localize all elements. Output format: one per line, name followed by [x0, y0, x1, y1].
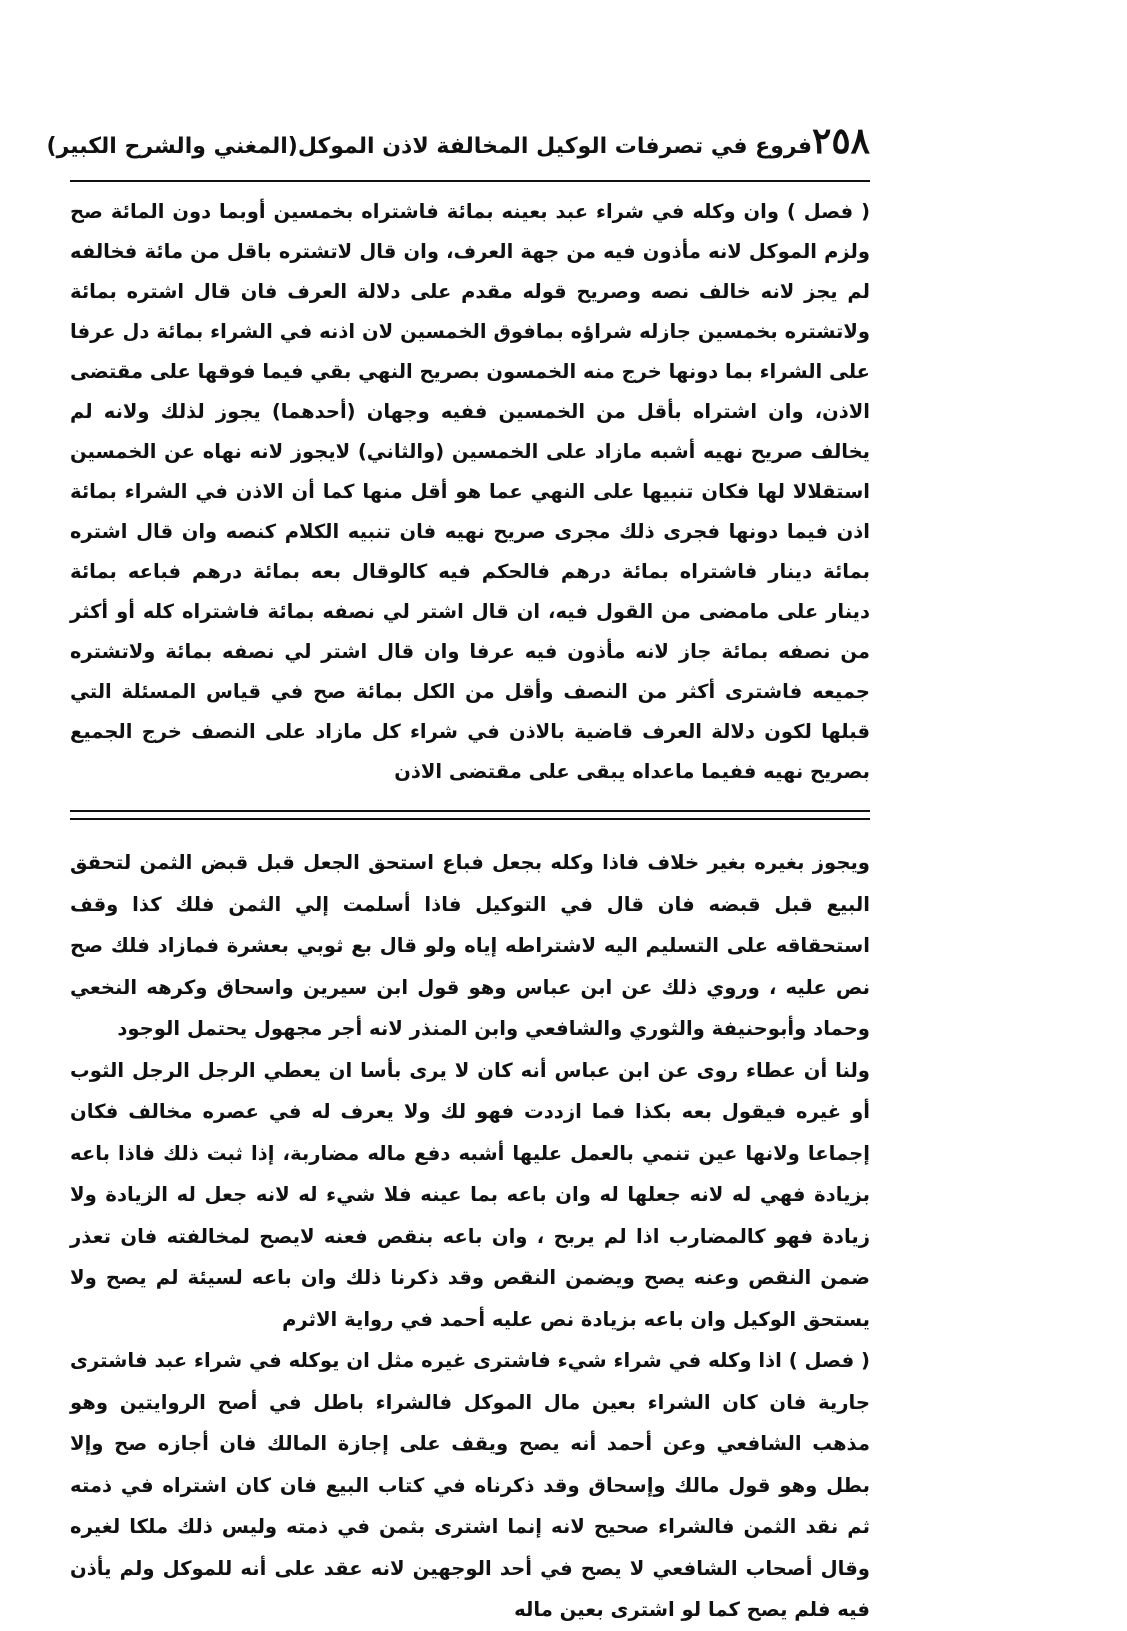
page-header [46, 120, 870, 182]
main-text-section [70, 842, 870, 1631]
book-page [46, 120, 870, 1631]
page-number: ٢٥٨ [811, 120, 870, 162]
commentary-section [70, 192, 870, 792]
main-paragraph: ولنا أن عطاء روى عن ابن عباس أنه كان لا يرى بأسا ان يعطي الرجل الرجل الثوب أو غيره فيقول بعه بكذا فما ازددت فهو لك ولا يعرف له في عصره مخالف فكان إجماعا ولانها عين تنمي بالعمل عليها أشبه دفع ماله مضاربة، إذا ثبت ذلك فاذا باعه بزيادة فهي له لانه جعلها له وان باعه بما عينه فلا شيء له لانه جعل له الزيادة ولا زيادة فهو كالمضارب اذا لم يربح ، وان باعه بنقص فعنه لايصح لمخالفته فان تعذر ضمن النقص وعنه يصح ويضمن النقص وقد ذكرنا ذلك وان باعه لسيئة لم يصح ولا يستحق الوكيل وان باعه بزيادة نص عليه أحمد في رواية الاثرم [70, 1058, 870, 1331]
running-title: فروع في تصرفات الوكيل المخالفة لاذن الموكل [297, 134, 812, 159]
section-divider [70, 810, 870, 820]
commentary-paragraph: ( فصل ) وان وكله في شراء عبد بعينه بمائة فاشتراه بخمسين أوبما دون المائة صح ولزم الموكل لانه مأذون فيه من جهة العرف، وان قال لاتشتره باقل من مائة فخالفه لم يجز لانه خالف نصه وصريح قوله مقدم على دلالة العرف فان قال اشتره بمائة ولاتشتره بخمسين جازله شراؤه بمافوق الخمسين لان اذنه في الشراء بمائة دل عرفا على الشراء بما دونها خرج منه الخمسون بصريح النهي بقي فيما فوقها على مقتضى الاذن، وان اشتراه بأقل من الخمسين ففيه وجهان (أحدهما) يجوز لذلك ولانه لم يخالف صريح نهيه أشبه مازاد على الخمسين (والثاني) لايجوز لانه نهاه عن الخمسين استقلالا لها فكان تنبيها على النهي عما هو أقل منها كما أن الاذن في الشراء بمائة اذن فيما دونها فجرى ذلك مجرى صريح نهيه فان تنبيه الكلام كنصه وان قال اشتره بمائة دينار فاشتراه بمائة درهم فالحكم فيه كالوقال بعه بمائة درهم فباعه بمائة دينار على مامضى من القول فيه، ان قال اشتر لي نصفه بمائة فاشتراه كله أو أكثر من نصفه بمائة جاز لانه مأذون فيه عرفا وان قال اشتر لي نصفه بمائة ولاتشتره جميعه فاشترى أكثر من النصف وأقل من الكل بمائة صح في قياس المسئلة التي قبلها لكون دلالة العرف قاضية بالاذن في شراء كل مازاد على النصف خرج الجميع بصريح نهيه ففيما ماعداه يبقى على مقتضى الاذن [70, 200, 870, 783]
main-paragraph: ويجوز بغيره بغير خلاف فاذا وكله بجعل فباع استحق الجعل قبل قبض الثمن لتحقق البيع قبل قبضه فان قال في التوكيل فاذا أسلمت إلي الثمن فلك كذا وقف استحقاقه على التسليم اليه لاشتراطه إياه ولو قال بع ثوبي بعشرة فمازاد فلك صح نص عليه ، وروي ذلك عن ابن عباس وهو قول ابن سيرين واسحاق وكرهه النخعي وحماد وأبوحنيفة والثوري والشافعي وابن المنذر لانه أجر مجهول يحتمل الوجود [70, 851, 870, 1040]
main-paragraph: ( فصل ) اذا وكله في شراء شيء فاشترى غيره مثل ان يوكله في شراء عبد فاشترى جارية فان كان الشراء بعين مال الموكل فالشراء باطل في أصح الروايتين وهو مذهب الشافعي وعن أحمد أنه يصح ويقف على إجازة المالك فان أجازه صح وإلا بطل وهو قول مالك وإسحاق وقد ذكرناه في كتاب البيع فان كان اشتراه في ذمته ثم نقد الثمن فالشراء صحيح لانه إنما اشترى بثمن في ذمته وليس ذلك ملكا لغيره وقال أصحاب الشافعي لا يصح في أحد الوجهين لانه عقد على أنه للموكل ولم يأذن فيه فلم يصح كما لو اشترى بعين ماله [70, 1349, 870, 1621]
book-title: (المغني والشرح الكبير) [46, 134, 298, 159]
